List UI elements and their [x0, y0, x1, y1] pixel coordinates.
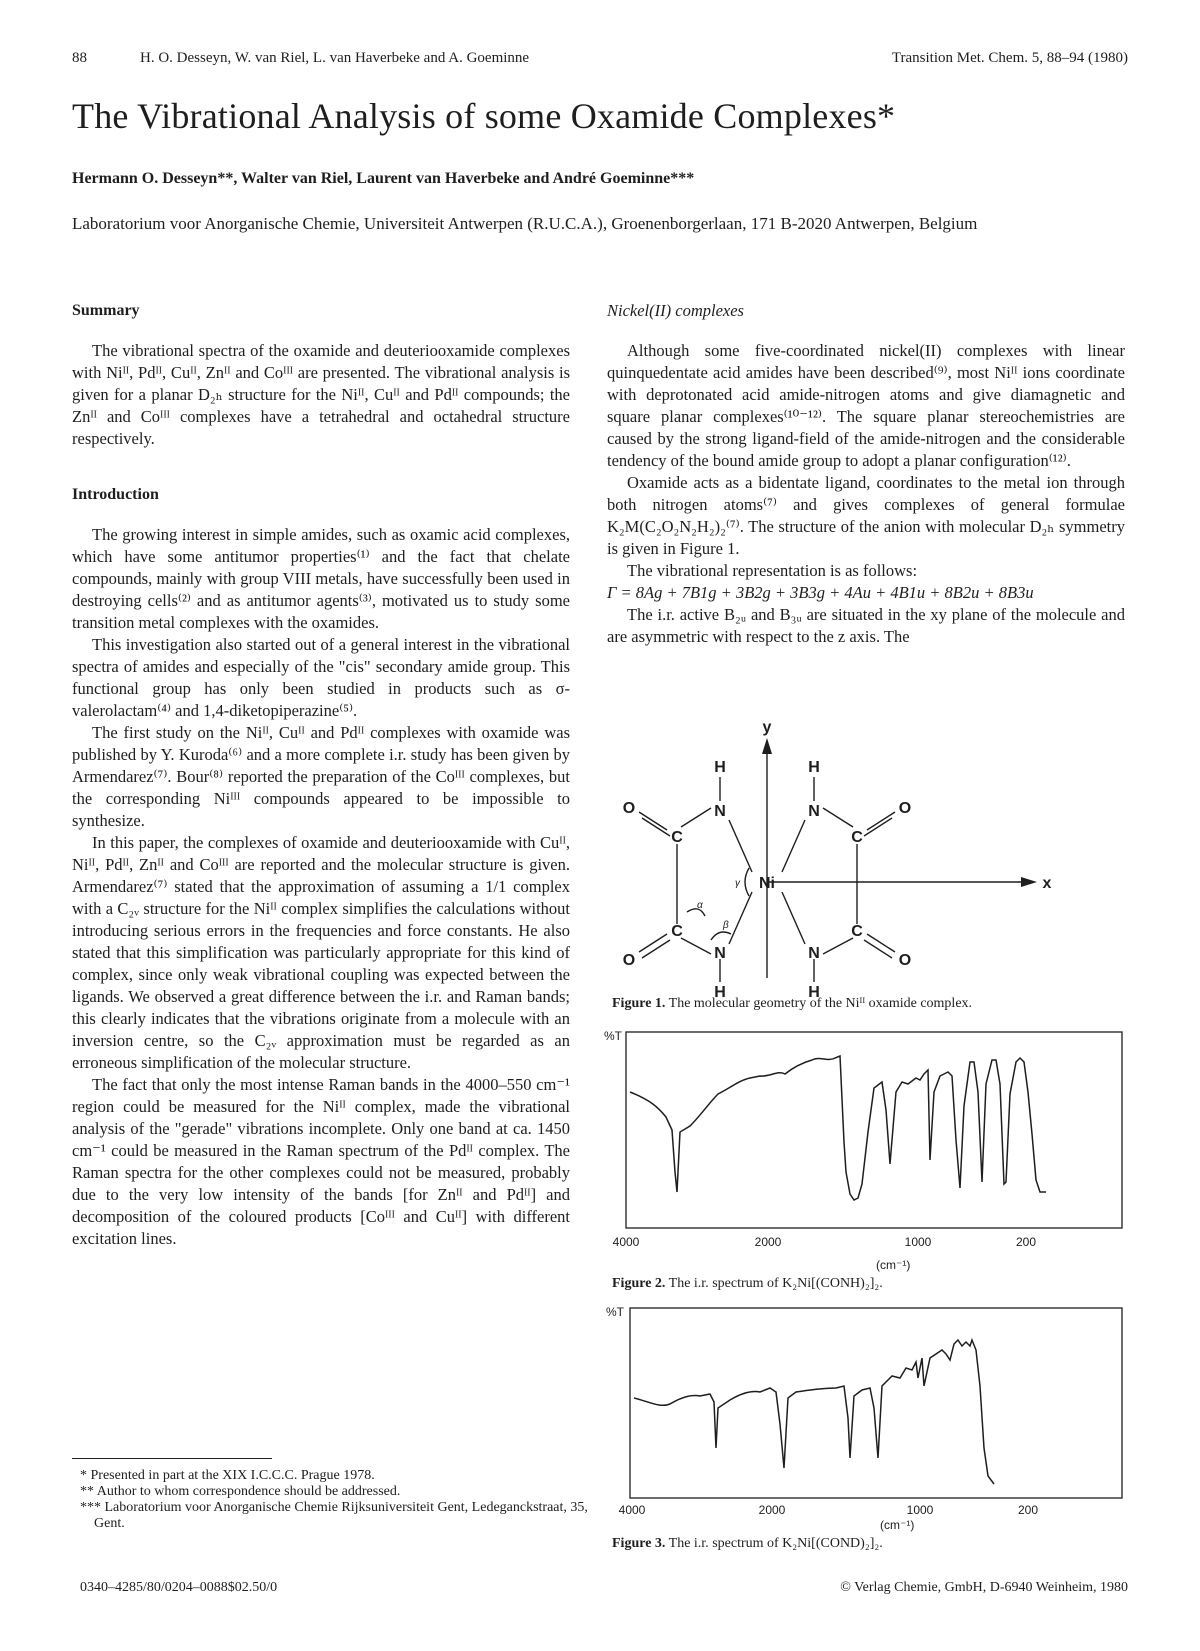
figure-2-caption-text: The i.r. spectrum of K₂Ni[(CONH)₂]₂. [668, 1276, 883, 1291]
x-tick-label: 200 [1015, 1235, 1037, 1249]
figure-3-label: Figure 3. [612, 1536, 666, 1551]
nitrogen-label: N [808, 945, 820, 962]
y-axis-label: %T [604, 1029, 622, 1043]
alpha-label: α [697, 900, 703, 911]
figure-2-caption [612, 1276, 883, 1292]
carbon-label: C [851, 829, 863, 846]
figure-1-molecule [607, 719, 1127, 1001]
figure-1-caption [612, 996, 972, 1012]
nickel-paragraph: Oxamide acts as a bidentate ligand, coordinates to the metal ion through both nitrogen atoms⁽⁷⁾ and gives complexes of general formulae K₂M(C₂O₂N₂H₂)₂⁽⁷⁾. The structure of the anion with molecular D₂ₕ symmetry is given in Figure 1. [607, 473, 1125, 558]
oxygen-label: O [898, 800, 912, 817]
nickel-heading: Nickel(II) complexes [607, 301, 744, 320]
carbon-label: C [671, 829, 683, 846]
intro-paragraph: In this paper, the complexes of oxamide and deuteriooxamide with Cuᴵᴵ, Niᴵᴵ, Pdᴵᴵ, Znᴵᴵ and Coᴵᴵᴵ are reported and the molecular structure is given. Armendarez⁽⁷⁾ stated that the approximation of assuming a 1/1 complex with a C₂ᵥ structure for the Niᴵᴵ complex simplifies the calculations without introducing serious errors in the frequencies and force constants. He also stated that this simplification was particularly appropriate for this kind of complex, since only weak vibrational coupling was expected between the ligands. We observed a great difference between the i.r. and Raman bands; this clearly indicates that the vibrations originate from a molecule with an inversion centre, so the C₂ᵥ approximation must be regarded as an erroneous simplification of the molecular structure. [72, 833, 570, 1072]
figure-2-ir-spectrum [600, 1022, 1130, 1252]
x-tick-label: 1000 [904, 1235, 932, 1249]
figure-3-x-axis-label: (cm⁻¹) [880, 1518, 915, 1532]
summary-heading: Summary [72, 302, 140, 319]
figure-1-label: Figure 1. [612, 996, 666, 1011]
beta-label: β [723, 920, 729, 931]
x-tick-label: 4000 [612, 1235, 640, 1249]
angle-gamma-arc [745, 868, 749, 896]
y-axis-label: %T [606, 1305, 624, 1319]
intro-paragraph: This investigation also started out of a general interest in the vibrational spectra of amides and especially of the "cis" secondary amide group. This functional group has only been studied in products such as σ-valerolactam⁽⁴⁾ and 1,4-diketopiperazine⁽⁵⁾. [72, 635, 570, 720]
oxygen-label: O [898, 952, 912, 969]
x-axis-label: x [1042, 875, 1052, 892]
footnote: ** Author to whom correspondence should be addressed. [80, 1484, 401, 1499]
figure-3-caption [612, 1536, 883, 1552]
carbon-label: C [851, 923, 863, 940]
intro-paragraph: The first study on the Niᴵᴵ, Cuᴵᴵ and Pdᴵᴵ complexes with oxamide was published by Y. Kuroda⁽⁶⁾ and a more complete i.r. study has been given by Armendarez⁽⁷⁾. Bour⁽⁸⁾ reported the preparation of the Coᴵᴵᴵ complexes, but the corresponding Niᴵᴵᴵ compounds appeared to be impossible to synthesize. [72, 723, 570, 830]
oxygen-label: O [622, 800, 636, 817]
nickel-paragraph: The vibrational representation is as follows: [627, 561, 918, 580]
hydrogen-label: H [808, 984, 820, 1001]
hydrogen-label: H [714, 759, 726, 776]
oxygen-label: O [622, 952, 636, 969]
angle-beta-arc [711, 932, 731, 940]
introduction-heading: Introduction [72, 486, 159, 503]
plot-frame [630, 1308, 1122, 1498]
x-tick-label: 2000 [754, 1235, 782, 1249]
figure-2-label: Figure 2. [612, 1276, 666, 1291]
spectrum-trace [630, 1056, 1046, 1200]
x-axis-arrow [1021, 877, 1037, 887]
figure-3-ir-spectrum [600, 1298, 1130, 1518]
nitrogen-label: N [714, 803, 726, 820]
carbon-label: C [671, 923, 683, 940]
nitrogen-label: N [808, 803, 820, 820]
summary-text: The vibrational spectra of the oxamide and deuteriooxamide complexes with Niᴵᴵ, Pdᴵᴵ, Cuᴵᴵ, Znᴵᴵ and Coᴵᴵᴵ are presented. The vibrational analysis is given for a planar D₂ₕ structure for the Niᴵᴵ, Cuᴵᴵ and Pdᴵᴵ compounds; the Znᴵᴵ and Coᴵᴵᴵ complexes have a tetrahedral and octahedral structure respectively. [72, 341, 570, 448]
footnote: *** Laboratorium voor Anorganische Chemie Rijksuniversiteit Gent, Ledeganckstraat, 35, Gent. [80, 1500, 588, 1531]
running-authors: H. O. Desseyn, W. van Riel, L. van Haverbeke and A. Goeminne [140, 50, 530, 66]
y-axis-label: y [762, 719, 772, 736]
affiliation: Laboratorium voor Anorganische Chemie, Universiteit Antwerpen (R.U.C.A.), Groenenborgerlaan, 171 B-2020 Antwerpen, Belgium [72, 214, 978, 233]
plot-frame [626, 1032, 1122, 1228]
page-number: 88 [72, 50, 87, 66]
right-column [607, 300, 1125, 648]
paper-title: The Vibrational Analysis of some Oxamide Complexes* [72, 96, 896, 136]
nickel-paragraph: Although some five-coordinated nickel(II) complexes with linear quinquedentate acid amides have been described⁽⁹⁾, most Niᴵᴵ ions coordinate with deprotonated acid amide-nitrogen atoms and give diamagnetic and square planar complexes⁽¹⁰⁻¹²⁾. The square planar stereochemistries are caused by the strong ligand-field of the amide-nitrogen and the considerable tendency of the bound amide group to adopt a planar configuration⁽¹²⁾. [607, 341, 1125, 470]
hydrogen-label: H [714, 984, 726, 1001]
gamma-label: γ [735, 878, 740, 889]
x-tick-label: 2000 [758, 1503, 786, 1517]
spectrum-trace [634, 1340, 994, 1484]
footnotes [80, 1468, 600, 1532]
figure-1-caption-text: The molecular geometry of the Niᴵᴵ oxamide complex. [668, 996, 973, 1011]
copyright: © Verlag Chemie, GmbH, D-6940 Weinheim, 1980 [840, 1580, 1128, 1595]
vibrational-representation: Γ = 8Ag + 7B1g + 3B2g + 3B3g + 4Au + 4B1u + 8B2u + 8B3u [607, 583, 1034, 602]
footnote-rule [72, 1458, 272, 1459]
x-tick-label: 1000 [906, 1503, 934, 1517]
author-list: Hermann O. Desseyn**, Walter van Riel, Laurent van Haverbeke and André Goeminne*** [72, 170, 695, 187]
x-tick-label: 200 [1017, 1503, 1039, 1517]
nitrogen-label: N [714, 945, 726, 962]
y-axis-arrow [762, 738, 772, 754]
metal-label: Ni [759, 875, 775, 892]
journal-citation: Transition Met. Chem. 5, 88–94 (1980) [891, 50, 1128, 66]
x-tick-label: 4000 [618, 1503, 646, 1517]
figure-2-x-axis-label: (cm⁻¹) [876, 1258, 911, 1272]
intro-paragraph: The growing interest in simple amides, such as oxamic acid complexes, which have some antitumor properties⁽¹⁾ and the fact that chelate compounds, mainly with group VIII metals, have successfully been used in destroying cells⁽²⁾ and as antitumor agents⁽³⁾, motivated us to study some transition metal complexes with the oxamides. [72, 525, 570, 632]
figure-3-caption-text: The i.r. spectrum of K₂Ni[(COND)₂]₂. [668, 1536, 883, 1551]
left-column [72, 300, 570, 1250]
nickel-paragraph: The i.r. active B₂ᵤ and B₃ᵤ are situated in the xy plane of the molecule and are asymmetric with respect to the z axis. The [607, 605, 1125, 646]
intro-paragraph: The fact that only the most intense Raman bands in the 4000–550 cm⁻¹ region could be measured for the Niᴵᴵ complex, made the vibrational analysis of the "gerade" vibrations incomplete. Only one band at ca. 1450 cm⁻¹ could be measured in the Raman spectrum of the Pdᴵᴵ complex. The Raman spectra for the other complexes could not be measured, probably due to the very low intensity of the bands [for Znᴵᴵ and Pdᴵᴵ] and decomposition of the coloured products [Coᴵᴵᴵ and Cuᴵᴵ] with different excitation lines. [72, 1075, 570, 1248]
footnote: * Presented in part at the XIX I.C.C.C. Prague 1978. [80, 1468, 375, 1483]
hydrogen-label: H [808, 759, 820, 776]
article-code: 0340–4285/80/0204–0088$02.50/0 [80, 1580, 278, 1595]
